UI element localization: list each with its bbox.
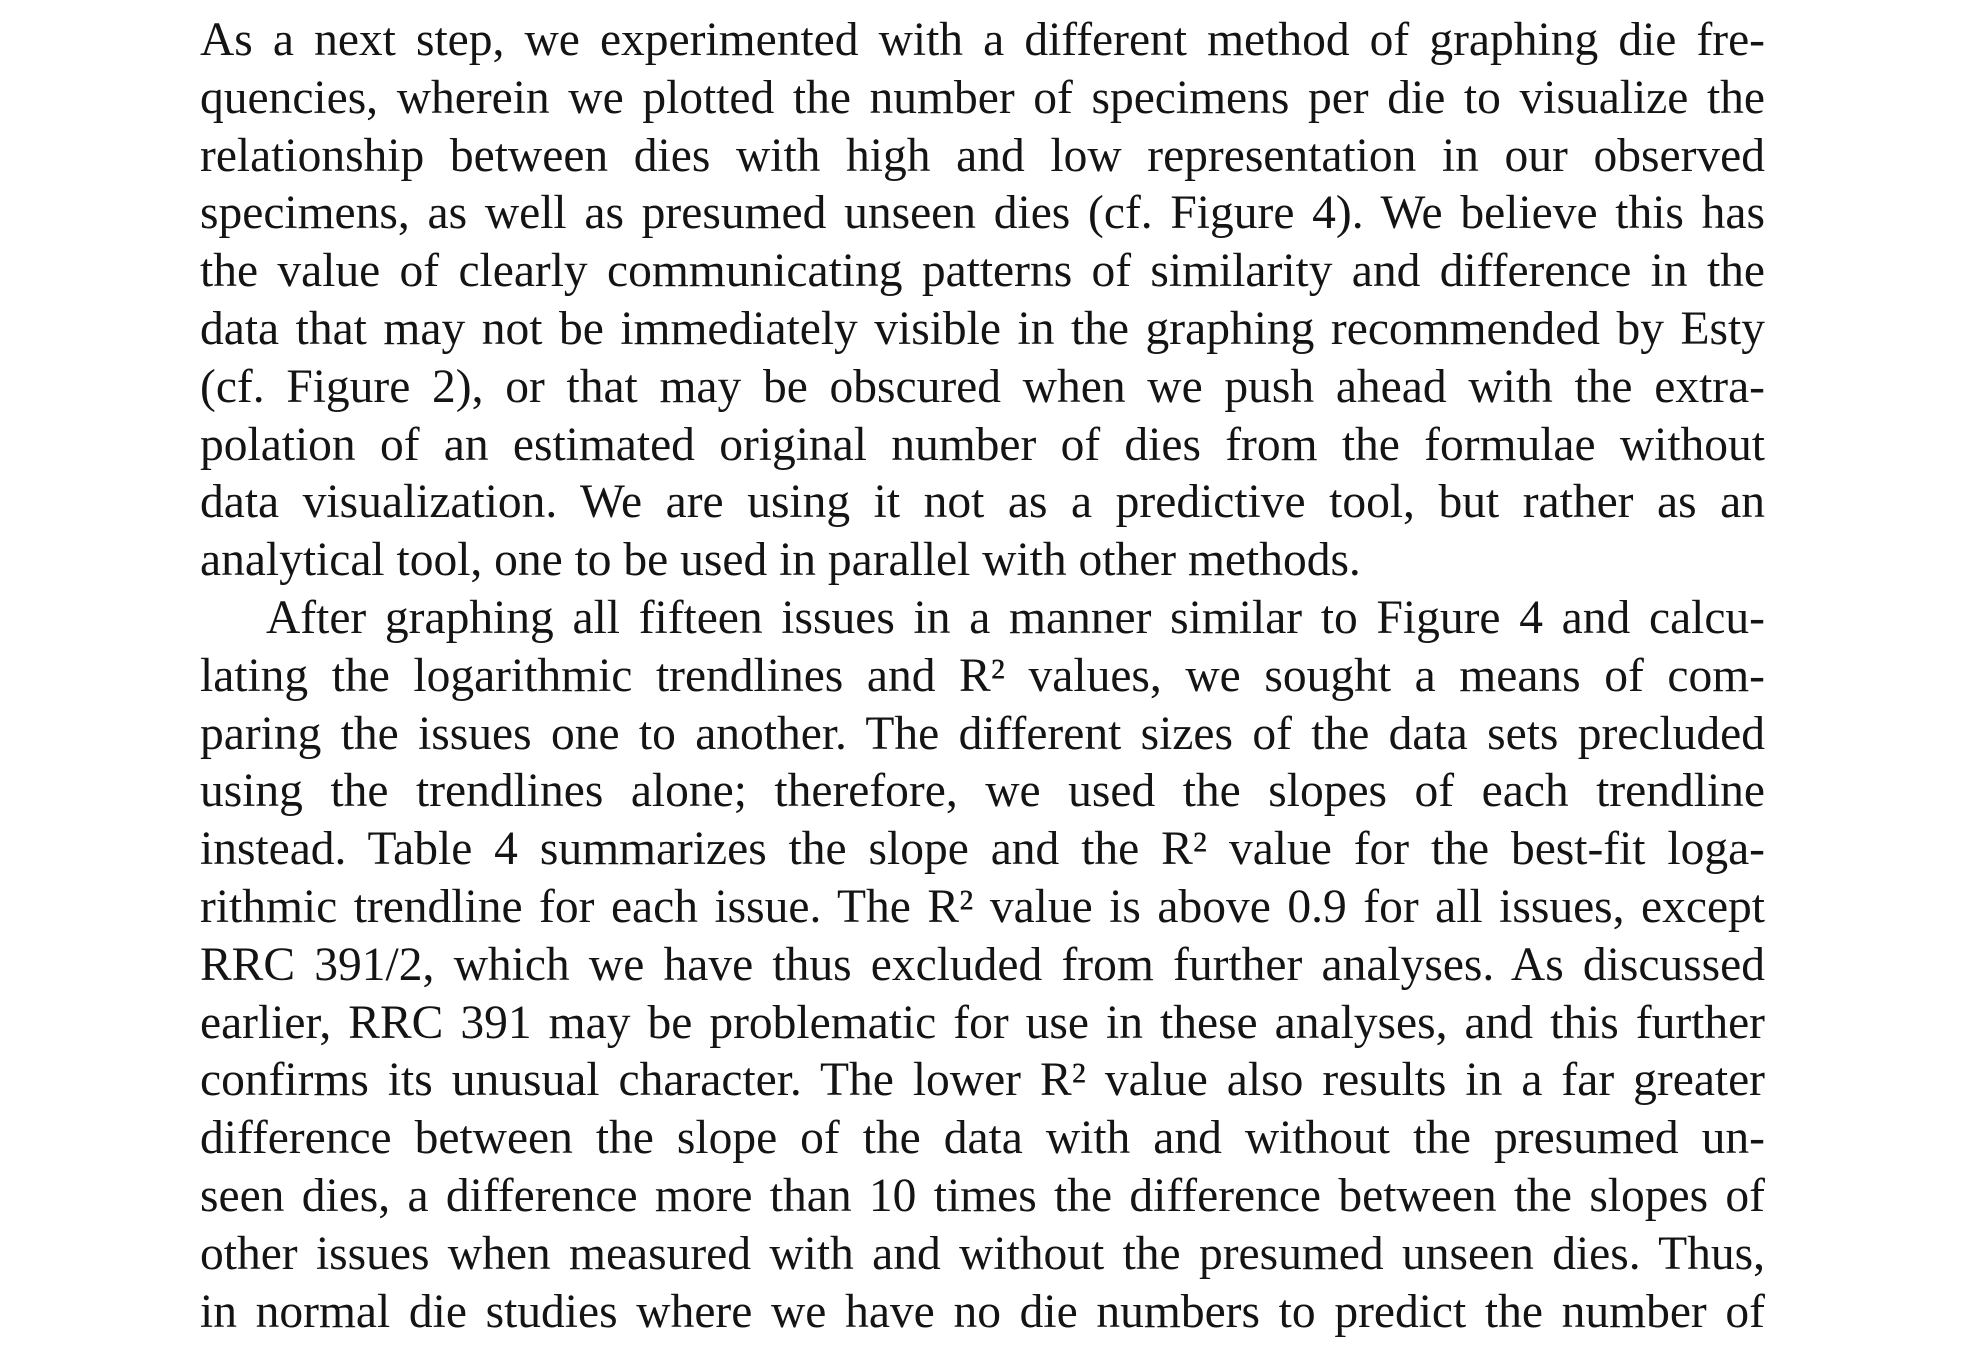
text-line: data that may not be immediately visible in the graphing recommended by Esty bbox=[200, 302, 1765, 355]
text-line: lating the logarithmic trendlines and R² values, we sought a means of com- bbox=[200, 649, 1765, 702]
text-line: paring the issues one to another. The different sizes of the data sets precluded bbox=[200, 707, 1765, 760]
text-line: relationship between dies with high and low representation in our observed bbox=[200, 129, 1765, 182]
text-line: earlier, RRC 391 may be problematic for use in these analyses, and this further bbox=[200, 996, 1765, 1049]
text-line: (cf. Figure 2), or that may be obscured when we push ahead with the extra- bbox=[200, 360, 1765, 413]
text-line: in normal die studies where we have no die numbers to predict the number of bbox=[200, 1285, 1765, 1338]
document-body bbox=[200, 12, 1765, 1341]
text-line: instead. Table 4 summarizes the slope and the R² value for the best-fit loga- bbox=[200, 823, 1765, 876]
text-line: specimens, as well as presumed unseen dies (cf. Figure 4). We believe this has bbox=[200, 187, 1765, 240]
paragraph-2 bbox=[200, 590, 1765, 1341]
text-line: confirms its unusual character. The lower R² value also results in a far greater bbox=[200, 1054, 1765, 1107]
text-line: quencies, wherein we plotted the number of specimens per die to visualize the bbox=[200, 71, 1765, 124]
text-line: polation of an estimated original number of dies from the formulae without bbox=[200, 418, 1765, 471]
text-line: data visualization. We are using it not as a predictive tool, but rather as an bbox=[200, 476, 1765, 529]
text-line: As a next step, we experimented with a different method of graphing die fre- bbox=[200, 14, 1765, 66]
text-line: analytical tool, one to be used in parallel with other methods. bbox=[200, 534, 1361, 587]
text-line: the value of clearly communicating patterns of similarity and difference in the bbox=[200, 245, 1765, 298]
paragraph-1 bbox=[200, 12, 1765, 590]
text-line: rithmic trendline for each issue. The R² value is above 0.9 for all issues, except bbox=[200, 880, 1765, 933]
text-line: other issues when measured with and without the presumed unseen dies. Thus, bbox=[200, 1227, 1765, 1280]
text-line: RRC 391/2, which we have thus excluded from further analyses. As discussed bbox=[200, 938, 1765, 991]
text-line: After graphing all fifteen issues in a manner similar to Figure 4 and calcu- bbox=[266, 591, 1765, 644]
text-line: using the trendlines alone; therefore, we used the slopes of each trendline bbox=[200, 765, 1765, 818]
text-line: seen dies, a difference more than 10 times the difference between the slopes of bbox=[200, 1169, 1765, 1222]
text-line: difference between the slope of the data with and without the presumed un- bbox=[200, 1112, 1765, 1165]
